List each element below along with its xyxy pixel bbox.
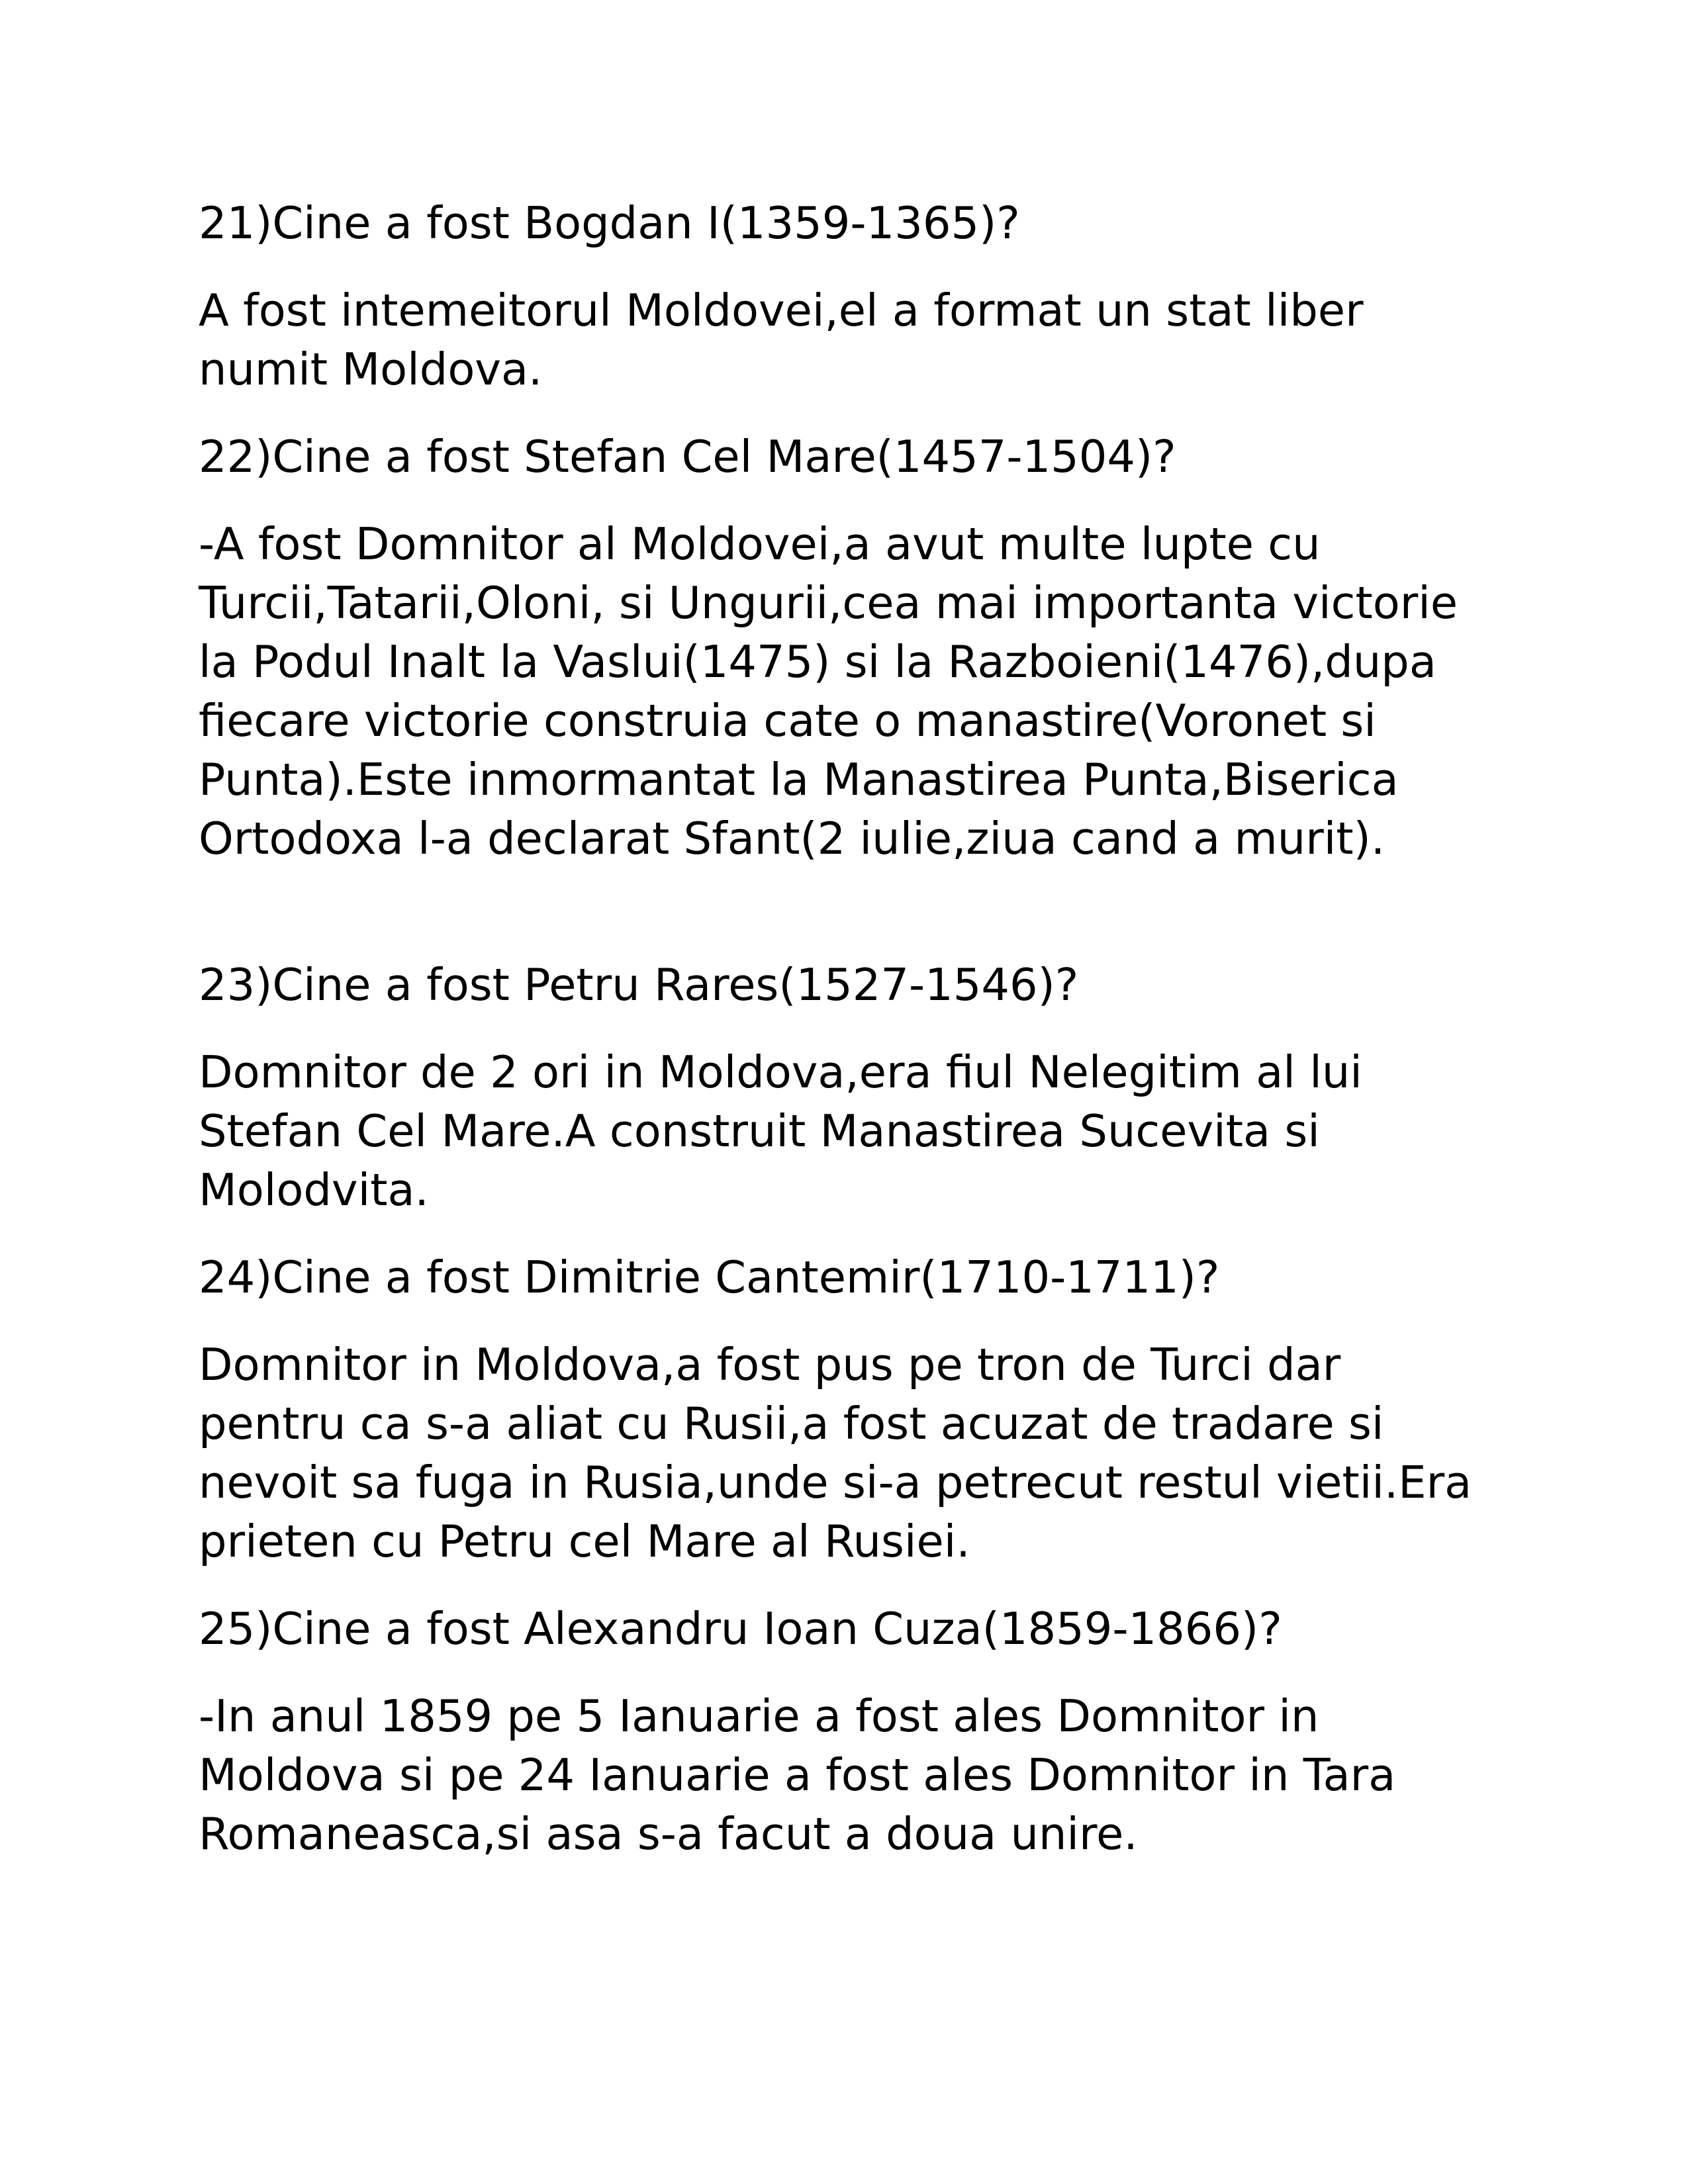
paragraph-spacer bbox=[199, 868, 1496, 956]
paragraph-spacer bbox=[199, 1220, 1496, 1248]
question-22: 22)Cine a fost Stefan Cel Mare(1457-1504)? bbox=[199, 431, 1176, 482]
answer-25: -In anul 1859 pe 5 Ianuarie a fost ales Domnitor in Moldova si pe 24 Ianuarie a fost ales Domnitor in Tara Romaneasca,si asa s-a facut a doua unire. bbox=[199, 1690, 1396, 1860]
answer-21: A fost intemeitorul Moldovei,el a format un stat liber numit Moldova. bbox=[199, 285, 1364, 395]
answer-23: Domnitor de 2 ori in Moldova,era fiul Nelegitim al lui Stefan Cel Mare.A construit Manastirea Sucevita si Molodvita. bbox=[199, 1046, 1362, 1216]
paragraph-spacer bbox=[199, 253, 1496, 281]
paragraph-spacer bbox=[199, 486, 1496, 515]
question-23: 23)Cine a fost Petru Rares(1527-1546)? bbox=[199, 959, 1079, 1011]
question-25: 25)Cine a fost Alexandru Ioan Cuza(1859-1866)? bbox=[199, 1603, 1282, 1655]
document-body bbox=[199, 194, 1496, 1864]
answer-24: Domnitor in Moldova,a fost pus pe tron de Turci dar pentru ca s-a aliat cu Rusii,a fost acuzat de tradare si nevoit sa fuga in Rusia,unde si-a petrecut restul vietii.Era prieten cu Petru cel Mare al Rusiei. bbox=[199, 1339, 1472, 1567]
paragraph-spacer bbox=[199, 399, 1496, 428]
question-21: 21)Cine a fost Bogdan I(1359-1365)? bbox=[199, 197, 1020, 249]
answer-22: -A fost Domnitor al Moldovei,a avut multe lupte cu Turcii,Tatarii,Oloni, si Ungurii,cea mai importanta victorie la Podul Inalt la Vaslui(1475) si la Razboieni(1476),dupa fiecare victorie construia cate o manastire(Voronet si Punta).Este inmormantat la Manastirea Punta,Biserica Ortodoxa l-a declarat Sfant(2 iulie,ziua cand a murit). bbox=[199, 518, 1458, 864]
question-24: 24)Cine a fost Dimitrie Cantemir(1710-1711)? bbox=[199, 1251, 1220, 1303]
paragraph-spacer bbox=[199, 1307, 1496, 1336]
paragraph-spacer bbox=[199, 1659, 1496, 1687]
paragraph-spacer bbox=[199, 1015, 1496, 1043]
paragraph-spacer bbox=[199, 1571, 1496, 1600]
